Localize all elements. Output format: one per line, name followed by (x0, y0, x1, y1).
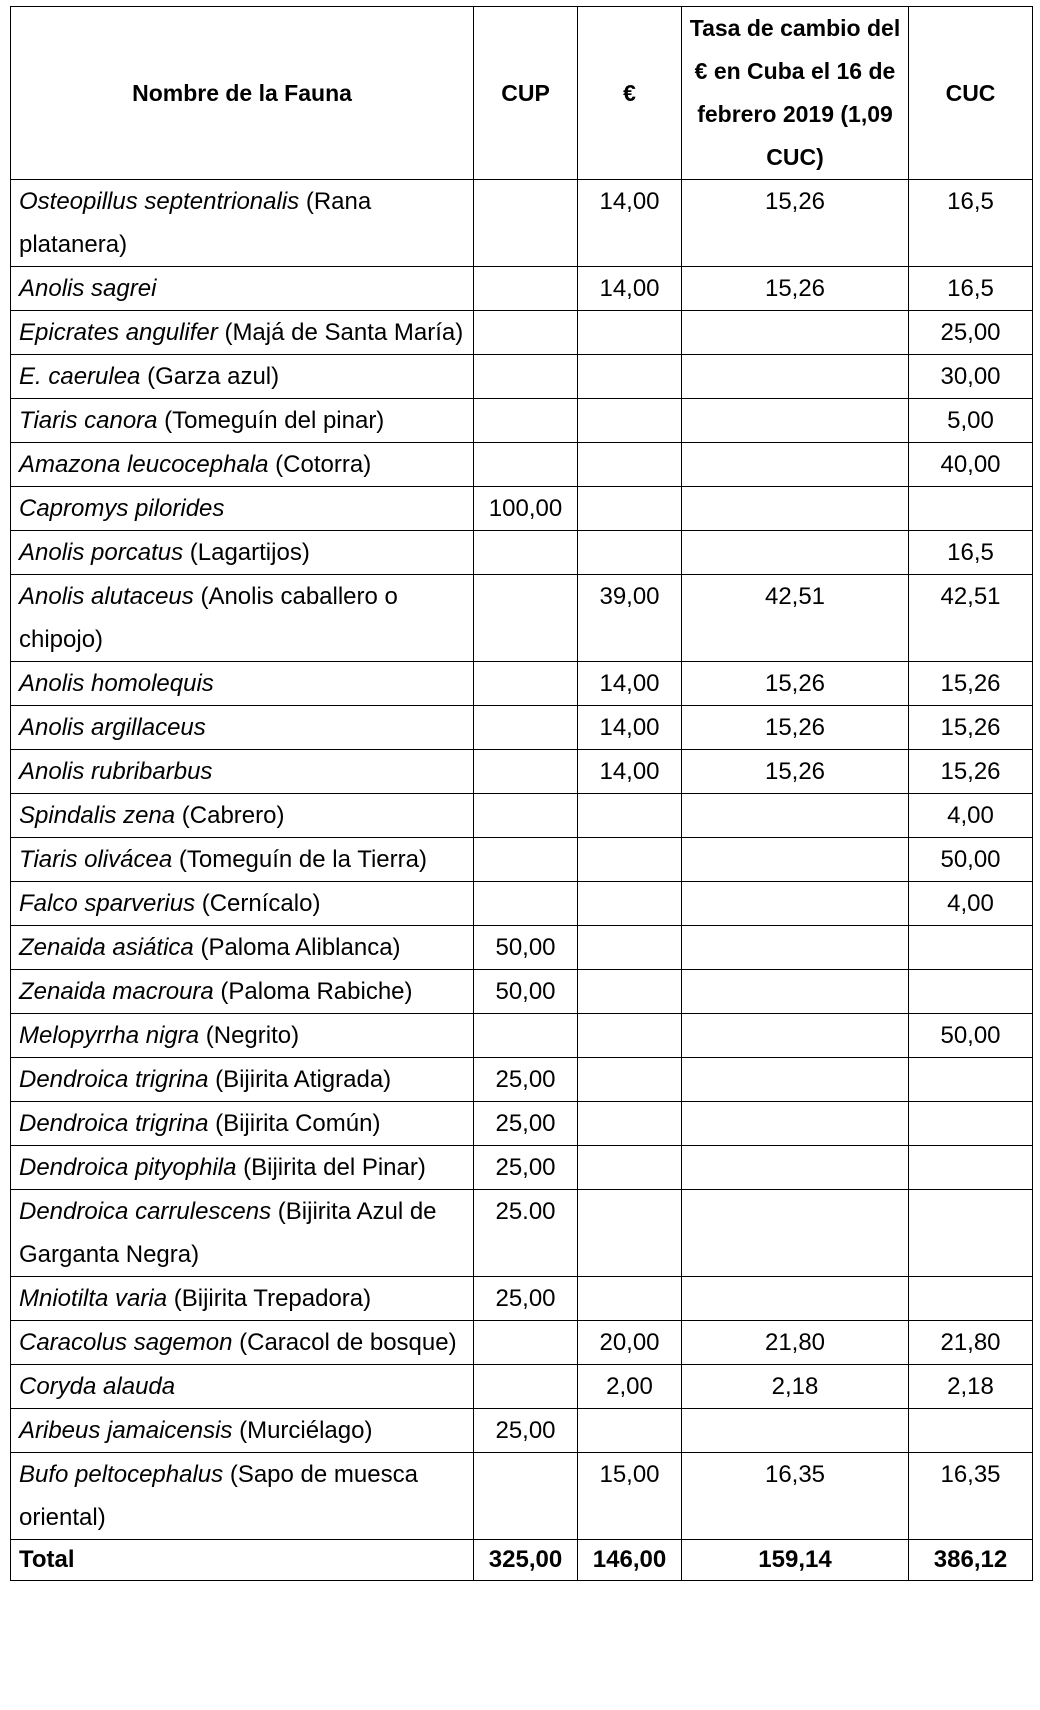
eur-cell (578, 838, 682, 882)
scientific-name: Spindalis zena (19, 802, 176, 829)
cup-cell: 50,00 (474, 970, 578, 1014)
table-row (11, 487, 1033, 531)
cuc-cell (909, 926, 1033, 970)
common-name: (Paloma Aliblanca) (193, 934, 401, 961)
scientific-name: Amazona leucocephala (19, 451, 269, 478)
table-row (11, 575, 1033, 662)
rate-cell (682, 794, 909, 838)
species-name-cell (11, 1190, 474, 1277)
eur-cell (578, 1409, 682, 1453)
species-name-cell (11, 1102, 474, 1146)
cup-cell: 25,00 (474, 1102, 578, 1146)
species-name-cell (11, 443, 474, 487)
species-name-cell (11, 882, 474, 926)
species-name-cell (11, 355, 474, 399)
cuc-cell: 30,00 (909, 355, 1033, 399)
common-name: (Bijirita del Pinar) (236, 1154, 426, 1181)
cup-cell (474, 443, 578, 487)
total-cup: 325,00 (474, 1540, 578, 1581)
species-name-cell (11, 838, 474, 882)
scientific-name: E. caerulea (19, 363, 141, 390)
rate-cell: 15,26 (682, 750, 909, 794)
cuc-cell: 15,26 (909, 750, 1033, 794)
common-name: (Majá de Santa María) (217, 319, 464, 346)
table-row (11, 311, 1033, 355)
scientific-name: Bufo peltocephalus (19, 1461, 224, 1488)
eur-cell (578, 794, 682, 838)
cup-cell (474, 1365, 578, 1409)
total-row (11, 1540, 1033, 1581)
common-name: (Garza azul) (140, 363, 280, 390)
scientific-name: Aribeus jamaicensis (19, 1417, 233, 1444)
cup-cell (474, 1321, 578, 1365)
scientific-name: Falco sparverius (19, 890, 196, 917)
cuc-cell (909, 1058, 1033, 1102)
cuc-cell: 21,80 (909, 1321, 1033, 1365)
species-name-cell (11, 487, 474, 531)
eur-cell (578, 882, 682, 926)
cuc-cell (909, 1146, 1033, 1190)
table-row (11, 1058, 1033, 1102)
table-row (11, 180, 1033, 267)
table-row (11, 706, 1033, 750)
scientific-name: Zenaida asiática (19, 934, 194, 961)
common-name: (Tomeguín de la Tierra) (172, 846, 427, 873)
cup-cell: 25,00 (474, 1277, 578, 1321)
table-row (11, 1365, 1033, 1409)
cuc-cell: 15,26 (909, 662, 1033, 706)
eur-cell: 15,00 (578, 1453, 682, 1540)
cup-cell: 50,00 (474, 926, 578, 970)
header-rate: Tasa de cambio del € en Cuba el 16 de febrero 2019 (1,09 CUC) (682, 7, 909, 180)
rate-cell: 15,26 (682, 267, 909, 311)
rate-cell (682, 355, 909, 399)
species-name-cell (11, 662, 474, 706)
cuc-cell: 5,00 (909, 399, 1033, 443)
species-name-cell (11, 1014, 474, 1058)
eur-cell: 20,00 (578, 1321, 682, 1365)
rate-cell (682, 1146, 909, 1190)
species-name-cell (11, 926, 474, 970)
species-name-cell (11, 1277, 474, 1321)
cuc-cell: 2,18 (909, 1365, 1033, 1409)
cuc-cell: 16,35 (909, 1453, 1033, 1540)
rate-cell (682, 882, 909, 926)
rate-cell: 2,18 (682, 1365, 909, 1409)
header-eur: € (578, 7, 682, 180)
scientific-name: Epicrates angulifer (19, 319, 218, 346)
species-name-cell (11, 267, 474, 311)
scientific-name: Dendroica trigrina (19, 1110, 209, 1137)
table-row (11, 1102, 1033, 1146)
species-name-cell (11, 1321, 474, 1365)
common-name: (Rana platanera) (19, 188, 372, 258)
cuc-cell: 40,00 (909, 443, 1033, 487)
cup-cell (474, 399, 578, 443)
cup-cell (474, 575, 578, 662)
cuc-cell: 50,00 (909, 1014, 1033, 1058)
table-row (11, 443, 1033, 487)
cup-cell (474, 267, 578, 311)
rate-cell (682, 1277, 909, 1321)
header-cup: CUP (474, 7, 578, 180)
scientific-name: Anolis alutaceus (19, 583, 194, 610)
header-cuc: CUC (909, 7, 1033, 180)
rate-cell (682, 311, 909, 355)
rate-cell (682, 970, 909, 1014)
common-name: (Tomeguín del pinar) (157, 407, 385, 434)
total-label: Total (11, 1540, 474, 1581)
common-name: (Bijirita Trepadora) (167, 1285, 372, 1312)
species-name-cell (11, 970, 474, 1014)
table-row (11, 1190, 1033, 1277)
cup-cell (474, 882, 578, 926)
cup-cell (474, 180, 578, 267)
total-cuc: 386,12 (909, 1540, 1033, 1581)
species-name-cell (11, 399, 474, 443)
table-row (11, 355, 1033, 399)
rate-cell: 15,26 (682, 180, 909, 267)
scientific-name: Caracolus sagemon (19, 1329, 233, 1356)
cuc-cell: 16,5 (909, 267, 1033, 311)
rate-cell (682, 487, 909, 531)
cup-cell (474, 311, 578, 355)
scientific-name: Tiaris canora (19, 407, 158, 434)
eur-cell (578, 970, 682, 1014)
common-name: (Cotorra) (268, 451, 372, 478)
rate-cell: 16,35 (682, 1453, 909, 1540)
cup-cell: 25,00 (474, 1409, 578, 1453)
cup-cell: 25.00 (474, 1190, 578, 1277)
eur-cell (578, 1014, 682, 1058)
rate-cell: 15,26 (682, 662, 909, 706)
common-name: (Caracol de bosque) (232, 1329, 457, 1356)
eur-cell (578, 399, 682, 443)
rate-cell (682, 399, 909, 443)
common-name: (Negrito) (199, 1022, 300, 1049)
cup-cell: 25,00 (474, 1058, 578, 1102)
scientific-name: Anolis argillaceus (19, 714, 206, 741)
common-name: (Bijirita Atigrada) (208, 1066, 392, 1093)
fauna-price-table (10, 6, 1033, 1581)
cuc-cell: 16,5 (909, 180, 1033, 267)
scientific-name: Osteopillus septentrionalis (19, 188, 300, 215)
rate-cell: 42,51 (682, 575, 909, 662)
scientific-name: Dendroica pityophila (19, 1154, 237, 1181)
table-body (11, 180, 1033, 1581)
species-name-cell (11, 750, 474, 794)
cuc-cell (909, 1102, 1033, 1146)
cuc-cell (909, 1277, 1033, 1321)
eur-cell: 14,00 (578, 267, 682, 311)
common-name: (Anolis caballero o chipojo) (19, 583, 398, 653)
rate-cell: 15,26 (682, 706, 909, 750)
cup-cell (474, 750, 578, 794)
eur-cell: 2,00 (578, 1365, 682, 1409)
rate-cell (682, 1014, 909, 1058)
common-name: (Murciélago) (232, 1417, 373, 1444)
scientific-name: Mniotilta varia (19, 1285, 168, 1312)
table-header-row (11, 7, 1033, 180)
cuc-cell: 16,5 (909, 531, 1033, 575)
rate-cell (682, 1190, 909, 1277)
scientific-name: Capromys pilorides (19, 495, 225, 522)
rate-cell (682, 443, 909, 487)
common-name: (Sapo de muesca oriental) (19, 1461, 418, 1531)
rate-cell (682, 926, 909, 970)
table-row (11, 926, 1033, 970)
cuc-cell: 4,00 (909, 882, 1033, 926)
cup-cell (474, 1453, 578, 1540)
table-row (11, 1014, 1033, 1058)
cup-cell (474, 838, 578, 882)
eur-cell: 14,00 (578, 750, 682, 794)
scientific-name: Anolis sagrei (19, 275, 157, 302)
species-name-cell (11, 706, 474, 750)
table-row (11, 531, 1033, 575)
species-name-cell (11, 1058, 474, 1102)
cup-cell (474, 706, 578, 750)
species-name-cell (11, 1365, 474, 1409)
scientific-name: Dendroica carrulescens (19, 1198, 272, 1225)
rate-cell (682, 1102, 909, 1146)
table-row (11, 1146, 1033, 1190)
table-row (11, 1453, 1033, 1540)
common-name: (Lagartijos) (183, 539, 310, 566)
eur-cell (578, 1146, 682, 1190)
rate-cell (682, 1058, 909, 1102)
eur-cell (578, 355, 682, 399)
cup-cell (474, 662, 578, 706)
table-row (11, 970, 1033, 1014)
eur-cell (578, 531, 682, 575)
species-name-cell (11, 531, 474, 575)
table-row (11, 838, 1033, 882)
eur-cell: 14,00 (578, 662, 682, 706)
eur-cell (578, 1102, 682, 1146)
rate-cell: 21,80 (682, 1321, 909, 1365)
common-name: (Paloma Rabiche) (213, 978, 413, 1005)
scientific-name: Anolis rubribarbus (19, 758, 213, 785)
scientific-name: Coryda alauda (19, 1373, 176, 1400)
common-name: (Cernícalo) (195, 890, 321, 917)
eur-cell (578, 1058, 682, 1102)
eur-cell: 39,00 (578, 575, 682, 662)
common-name: (Bijirita Azul de Garganta Negra) (19, 1198, 437, 1268)
cup-cell (474, 531, 578, 575)
cuc-cell: 50,00 (909, 838, 1033, 882)
cuc-cell (909, 1409, 1033, 1453)
cuc-cell (909, 487, 1033, 531)
rate-cell (682, 1409, 909, 1453)
cup-cell (474, 355, 578, 399)
species-name-cell (11, 575, 474, 662)
scientific-name: Melopyrrha nigra (19, 1022, 200, 1049)
cuc-cell (909, 970, 1033, 1014)
eur-cell (578, 443, 682, 487)
scientific-name: Dendroica trigrina (19, 1066, 209, 1093)
species-name-cell (11, 1409, 474, 1453)
table-row (11, 267, 1033, 311)
cup-cell: 100,00 (474, 487, 578, 531)
table-row (11, 1321, 1033, 1365)
eur-cell (578, 487, 682, 531)
cuc-cell: 25,00 (909, 311, 1033, 355)
eur-cell: 14,00 (578, 180, 682, 267)
rate-cell (682, 838, 909, 882)
rate-cell (682, 531, 909, 575)
scientific-name: Anolis homolequis (19, 670, 214, 697)
common-name: (Bijirita Común) (208, 1110, 381, 1137)
cup-cell (474, 794, 578, 838)
eur-cell: 14,00 (578, 706, 682, 750)
common-name: (Cabrero) (175, 802, 285, 829)
species-name-cell (11, 1453, 474, 1540)
table-row (11, 662, 1033, 706)
eur-cell (578, 926, 682, 970)
cuc-cell: 42,51 (909, 575, 1033, 662)
cuc-cell: 4,00 (909, 794, 1033, 838)
cup-cell (474, 1014, 578, 1058)
total-rate: 159,14 (682, 1540, 909, 1581)
table-row (11, 1409, 1033, 1453)
scientific-name: Zenaida macroura (19, 978, 214, 1005)
species-name-cell (11, 794, 474, 838)
eur-cell (578, 1190, 682, 1277)
cuc-cell: 15,26 (909, 706, 1033, 750)
table-row (11, 1277, 1033, 1321)
species-name-cell (11, 311, 474, 355)
total-eur: 146,00 (578, 1540, 682, 1581)
species-name-cell (11, 180, 474, 267)
eur-cell (578, 1277, 682, 1321)
scientific-name: Tiaris olivácea (19, 846, 173, 873)
table-row (11, 399, 1033, 443)
table-row (11, 882, 1033, 926)
cuc-cell (909, 1190, 1033, 1277)
table-row (11, 794, 1033, 838)
fauna-price-table-container (10, 6, 1032, 1581)
eur-cell (578, 311, 682, 355)
header-name: Nombre de la Fauna (11, 7, 474, 180)
species-name-cell (11, 1146, 474, 1190)
scientific-name: Anolis porcatus (19, 539, 184, 566)
cup-cell: 25,00 (474, 1146, 578, 1190)
table-row (11, 750, 1033, 794)
